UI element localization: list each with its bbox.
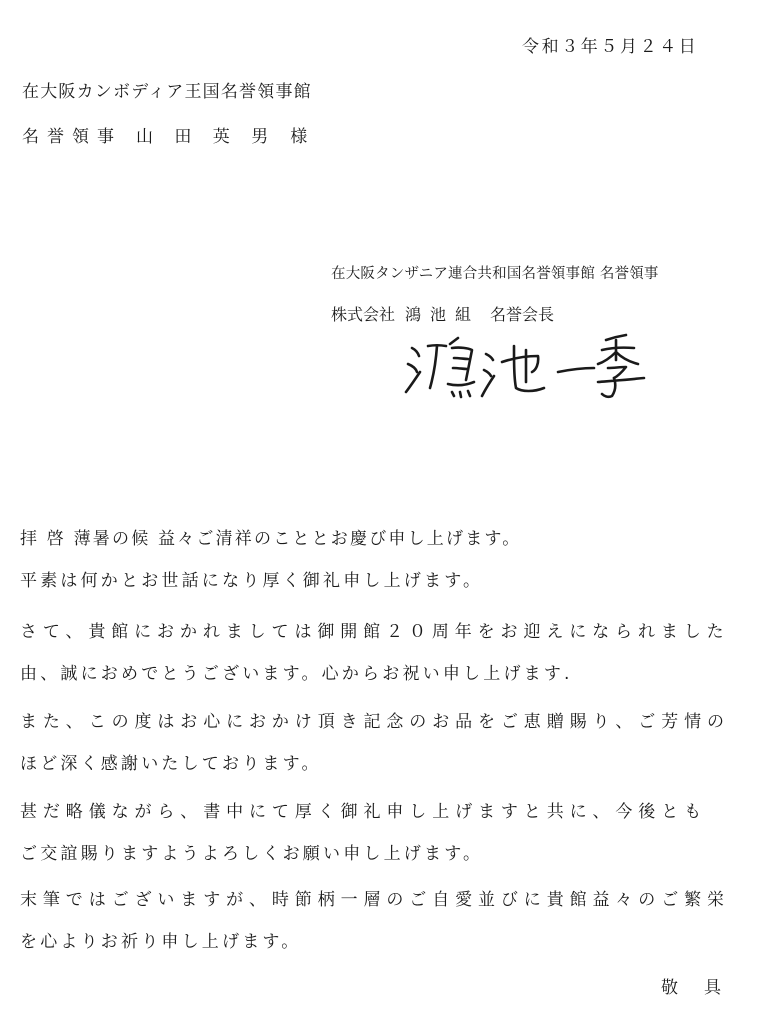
sender-position: 名誉会長 xyxy=(490,305,555,324)
body-line: ほど深く感謝いたしております。 xyxy=(20,754,322,774)
body-line: 平素は何かとお世話になり厚く御礼申し上げます。 xyxy=(20,571,484,591)
recipient-name: 山 田 英 男 xyxy=(136,127,277,147)
closing-char: 具 xyxy=(704,978,721,998)
sender-company-line xyxy=(331,304,554,326)
recipient-title: 名誉領事 xyxy=(22,127,122,147)
body-line: また、この度はお心におかけ頂き記念のお品をご恵贈賜り、ご芳情の xyxy=(20,712,730,732)
sender-company-name: 鴻池組 xyxy=(405,305,481,324)
body-line: さて、貴館におかれましては御開館２０周年をお迎えになられました xyxy=(20,622,730,642)
recipient-name-line xyxy=(22,126,307,148)
handwritten-signature xyxy=(398,326,648,406)
body-line: 甚だ略儀ながら、書中にて厚く御礼申し上げますと共に、今後とも xyxy=(20,802,707,822)
body-line: 拝 啓 薄暑の候 益々ご清祥のこととお慶び申し上げます。 xyxy=(20,529,522,549)
body-line: 末筆ではございますが、時節柄一層のご自愛並びに貴館益々のご繁栄 xyxy=(20,890,730,910)
body-line: 由、誠におめでとうございます。心からお祝い申し上げます. xyxy=(20,664,573,684)
sender-company-type: 株式会社 xyxy=(331,305,396,324)
body-line: ご交誼賜りますようよろしくお願い申し上げます。 xyxy=(20,844,484,864)
sender-organization: 在大阪タンザニア連合共和国名誉領事館 名誉領事 xyxy=(331,266,659,282)
closing-keigu xyxy=(661,977,747,999)
body-line: を心よりお祈り申し上げます。 xyxy=(20,932,302,952)
recipient-honorific: 様 xyxy=(290,127,308,147)
closing-char: 敬 xyxy=(661,978,678,998)
letter-date: 令和３年５月２４日 xyxy=(522,37,699,57)
recipient-organization: 在大阪カンボディア王国名誉領事館 xyxy=(22,82,312,102)
